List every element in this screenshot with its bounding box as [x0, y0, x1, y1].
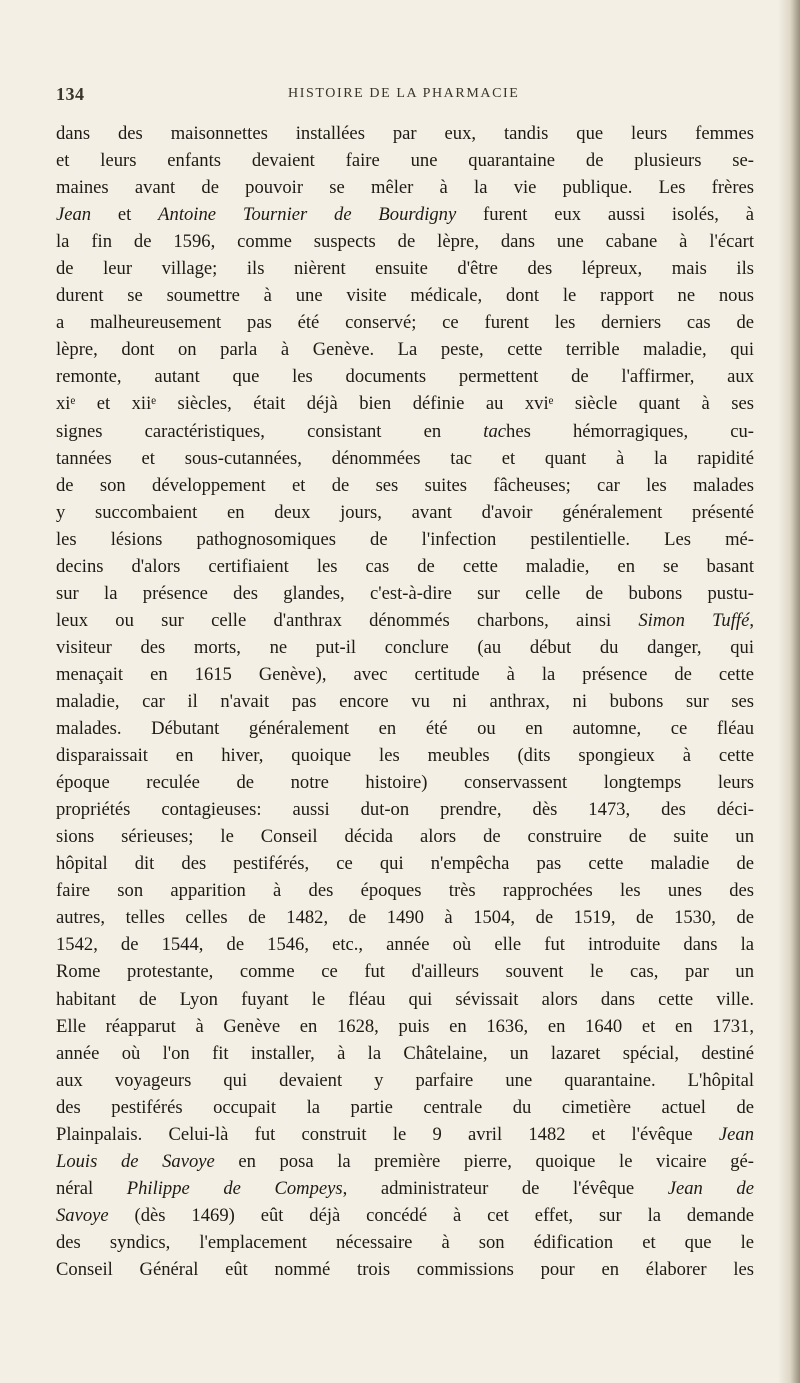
text-line: des syndics, l'emplacement nécessaire à son édification et que le [56, 1231, 754, 1253]
text-line: hôpital dit des pestiférés, ce qui n'empêcha pas cette maladie de [56, 853, 754, 875]
text-line: malades. Débutant généralement en été ou en automne, ce fléau [56, 718, 754, 740]
text-line: Savoye (dès 1469) eût déjà concédé à cet effet, sur la demande [56, 1204, 754, 1226]
text-line: 1542, de 1544, de 1546, etc., année où elle fut introduite dans la [56, 934, 754, 956]
text-line: a malheureusement pas été conservé; ce furent les derniers cas de [56, 312, 754, 334]
text-line: Plainpalais. Celui-là fut construit le 9 avril 1482 et l'évêque Jean [56, 1123, 754, 1145]
text-line: époque reculée de notre histoire) conservassent longtemps leurs [56, 772, 754, 794]
text-line: dans des maisonnettes installées par eux, tandis que leurs femmes [56, 123, 754, 144]
text-line: xiᵉ et xiiᵉ siècles, était déjà bien définie au xviᵉ siècle quant à ses [56, 393, 754, 415]
text-line: signes caractéristiques, consistant en taches hémorragiques, cu- [56, 420, 754, 442]
text-line: de leur village; ils nièrent ensuite d'être des lépreux, mais ils [56, 258, 754, 280]
text-line: sions sérieuses; le Conseil décida alors de construire de suite un [56, 826, 754, 848]
italic-name: tac [483, 420, 507, 442]
text-line: maladie, car il n'avait pas encore vu ni anthrax, ni bubons sur ses [56, 690, 754, 712]
text-line: et leurs enfants devaient faire une quarantaine de plusieurs se- [56, 150, 754, 172]
text-line: de son développement et de ses suites fâcheuses; car les malades [56, 474, 754, 496]
text-line: Jean et Antoine Tournier de Bourdigny furent eux aussi isolés, à [56, 204, 754, 226]
page-edge-shadow [778, 0, 800, 1383]
text-line: année où l'on fit installer, à la Châtelaine, un lazaret spécial, destiné [56, 1042, 754, 1064]
italic-name: Savoye [56, 1204, 109, 1226]
italic-name: Jean [56, 204, 92, 226]
text-line: propriétés contagieuses: aussi dut-on prendre, dès 1473, des déci- [56, 799, 754, 821]
text-line: Louis de Savoye en posa la première pierre, quoique le vicaire gé- [56, 1150, 754, 1172]
text-line: Elle réapparut à Genève en 1628, puis en 1636, en 1640 et en 1731, [56, 1015, 754, 1037]
text-line: Rome protestante, comme ce fut d'ailleurs souvent le cas, par un [56, 961, 754, 983]
text-line: durent se soumettre à une visite médicale, dont le rapport ne nous [56, 285, 754, 307]
text-line: lèpre, dont on parla à Genève. La peste, cette terrible maladie, qui [56, 339, 754, 361]
text-line: les lésions pathognosomiques de l'infection pestilentielle. Les mé- [56, 528, 754, 550]
text-line: Conseil Général eût nommé trois commissions pour en élaborer les [56, 1258, 754, 1280]
text-line: des pestiférés occupait la partie centrale du cimetière actuel de [56, 1096, 754, 1118]
body-text [56, 120, 754, 1283]
text-line: remonte, autant que les documents permettent de l'affirmer, aux [56, 366, 754, 388]
text-line: tannées et sous-cutannées, dénommées tac et quant à la rapidité [56, 447, 754, 469]
text-line: maines avant de pouvoir se mêler à la vie publique. Les frères [56, 177, 754, 199]
text-line: menaçait en 1615 Genève), avec certitude à la présence de cette [56, 663, 754, 685]
running-title: HISTOIRE DE LA PHARMACIE [288, 86, 520, 101]
text-line: faire son apparition à des époques très rapprochées les unes des [56, 880, 754, 902]
text-line: visiteur des morts, ne put-il conclure (au début du danger, qui [56, 636, 754, 658]
text-line: sur la présence des glandes, c'est-à-dire sur celle de bubons pustu- [56, 582, 754, 604]
text-line: y succombaient en deux jours, avant d'avoir généralement présenté [56, 501, 754, 523]
italic-name: Jean [718, 1123, 754, 1145]
running-head [56, 84, 756, 108]
text-line: la fin de 1596, comme suspects de lèpre, dans une cabane à l'écart [56, 231, 754, 253]
text-line: néral Philippe de Compeys, administrateur de l'évêque Jean de [56, 1177, 754, 1199]
italic-name: Jean de [667, 1177, 754, 1199]
text-line: disparaissait en hiver, quoique les meubles (dits spongieux à cette [56, 745, 754, 767]
text-line: decins d'alors certifiaient les cas de cette maladie, en se basant [56, 555, 754, 577]
italic-name: Louis de Savoye [56, 1150, 215, 1172]
text-line: habitant de Lyon fuyant le fléau qui sévissait alors dans cette ville. [56, 988, 754, 1010]
italic-name: Antoine Tournier de Bourdigny [158, 204, 457, 226]
italic-name: Simon Tuffé [638, 609, 750, 631]
text-line: leux ou sur celle d'anthrax dénommés charbons, ainsi Simon Tuffé, [56, 609, 754, 631]
text-line: aux voyageurs qui devaient y parfaire une quarantaine. L'hôpital [56, 1069, 754, 1091]
italic-name: Philippe de Compeys [126, 1177, 343, 1199]
text-line: autres, telles celles de 1482, de 1490 à 1504, de 1519, de 1530, de [56, 907, 754, 929]
page-number: 134 [56, 84, 85, 104]
